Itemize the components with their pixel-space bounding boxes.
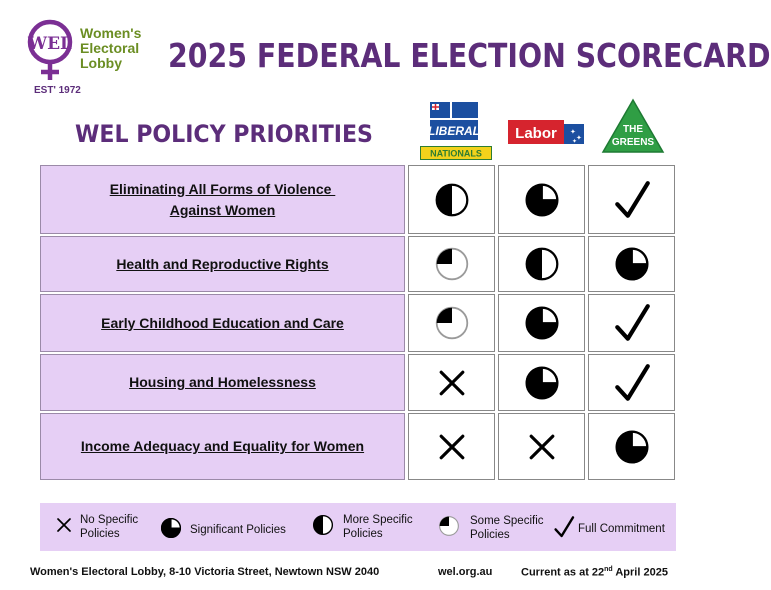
legend-label-line2: Policies	[470, 529, 510, 541]
row-label-line1: Eliminating All Forms of Violence	[109, 180, 336, 197]
rating-cell	[498, 236, 585, 292]
checkmark-icon	[611, 179, 653, 221]
rating-cell	[588, 236, 675, 292]
row-label-housing	[40, 354, 405, 411]
svg-text:GREENS: GREENS	[611, 137, 655, 148]
rating-cell	[498, 294, 585, 352]
legend-label-line1: More Specific	[343, 514, 413, 526]
org-name-line2: Electoral	[80, 40, 140, 56]
checkmark-icon	[552, 515, 576, 543]
half-circle-icon	[434, 182, 470, 218]
cross-icon-glyph	[54, 515, 74, 535]
checkmark-icon-glyph	[552, 515, 576, 539]
legend-label-line1: Some Specific	[470, 515, 544, 527]
svg-text:Labor: Labor	[515, 125, 557, 142]
cross-icon	[434, 365, 470, 401]
rating-cell	[408, 413, 495, 480]
current-date-prefix: Current as at 22	[521, 566, 605, 579]
org-name	[80, 26, 141, 71]
legend-label	[470, 514, 544, 542]
rating-cell	[588, 413, 675, 480]
cross-icon	[524, 429, 560, 465]
footer-address: Women's Electoral Lobby, 8-10 Victoria Street, Newtown NSW 2040	[30, 566, 380, 578]
quarter-circle-icon-glyph	[438, 515, 460, 537]
rating-cell	[498, 165, 585, 234]
rating-cell	[588, 354, 675, 411]
legend-item-none	[54, 513, 138, 541]
rating-cell	[408, 236, 495, 292]
greens-logo	[601, 98, 665, 154]
checkmark-icon	[611, 362, 653, 404]
svg-text:THE: THE	[623, 124, 643, 135]
three-quarter-circle-icon	[524, 305, 560, 341]
rating-cell	[408, 294, 495, 352]
quarter-circle-icon	[434, 246, 470, 282]
legend-item-some-specific	[438, 514, 544, 542]
checkmark-icon	[611, 302, 653, 344]
row-label-health	[40, 236, 405, 292]
half-circle-icon-glyph	[312, 514, 334, 536]
rating-cell	[408, 354, 495, 411]
row-label-line2: Against Women	[169, 201, 276, 218]
svg-text:✦: ✦	[572, 139, 578, 145]
legend-label-line2: Policies	[343, 528, 383, 540]
section-title: WEL POLICY PRIORITIES	[75, 120, 373, 148]
wel-logo-icon	[26, 18, 86, 84]
legend-label	[343, 513, 413, 541]
established-year: EST' 1972	[34, 85, 81, 96]
row-label-childhood	[40, 294, 405, 352]
three-quarter-circle-icon	[160, 517, 182, 543]
legend-item-significant	[160, 517, 286, 543]
half-circle-icon	[524, 246, 560, 282]
legend-label-line2: Policies	[80, 528, 120, 540]
rating-cell	[408, 165, 495, 234]
current-date-suffix: April 2025	[612, 566, 668, 579]
quarter-circle-icon	[438, 515, 460, 541]
legend-label: Full Commitment	[578, 523, 665, 535]
three-quarter-circle-icon	[524, 182, 560, 218]
row-label-violence	[40, 165, 405, 234]
footer-current-date	[521, 566, 668, 579]
rating-cell	[588, 294, 675, 352]
legend	[40, 503, 676, 551]
row-label-line1: Housing and Homelessness	[129, 374, 316, 390]
org-name-line3: Lobby	[80, 55, 122, 71]
current-date-sup: nd	[604, 566, 613, 573]
three-quarter-circle-icon	[524, 365, 560, 401]
row-label-line1: Health and Reproductive Rights	[116, 255, 329, 272]
legend-item-more-specific	[312, 513, 413, 541]
cross-icon	[434, 429, 470, 465]
cross-icon	[54, 515, 74, 539]
three-quarter-circle-icon-glyph	[160, 517, 182, 539]
row-label-line1: Early Childhood Education and Care	[101, 314, 344, 331]
liberal-nationals-logo	[418, 102, 494, 162]
rating-cell	[588, 165, 675, 234]
three-quarter-circle-icon	[614, 246, 650, 282]
svg-text:NATIONALS: NATIONALS	[430, 148, 482, 159]
quarter-circle-icon	[434, 305, 470, 341]
row-label-line1: Income Adequacy and Equality for Women	[80, 438, 365, 454]
svg-text:LIBERAL: LIBERAL	[428, 124, 480, 138]
half-circle-icon	[312, 514, 334, 540]
page-title: 2025 FEDERAL ELECTION SCORECARD	[168, 36, 771, 75]
row-label-income	[40, 413, 405, 480]
rating-cell	[498, 354, 585, 411]
svg-text:WEL: WEL	[27, 34, 73, 54]
legend-label	[80, 513, 138, 541]
labor-logo	[508, 118, 584, 146]
three-quarter-circle-icon	[614, 429, 650, 465]
legend-label: Significant Policies	[190, 524, 286, 536]
legend-item-full	[552, 515, 665, 543]
svg-text:✦: ✦	[570, 129, 576, 136]
footer-website[interactable]: wel.org.au	[438, 566, 493, 578]
rating-cell	[498, 413, 585, 480]
org-name-line1: Women's	[80, 25, 142, 41]
legend-label-line1: No Specific	[80, 514, 139, 526]
svg-text:✦: ✦	[576, 135, 582, 142]
